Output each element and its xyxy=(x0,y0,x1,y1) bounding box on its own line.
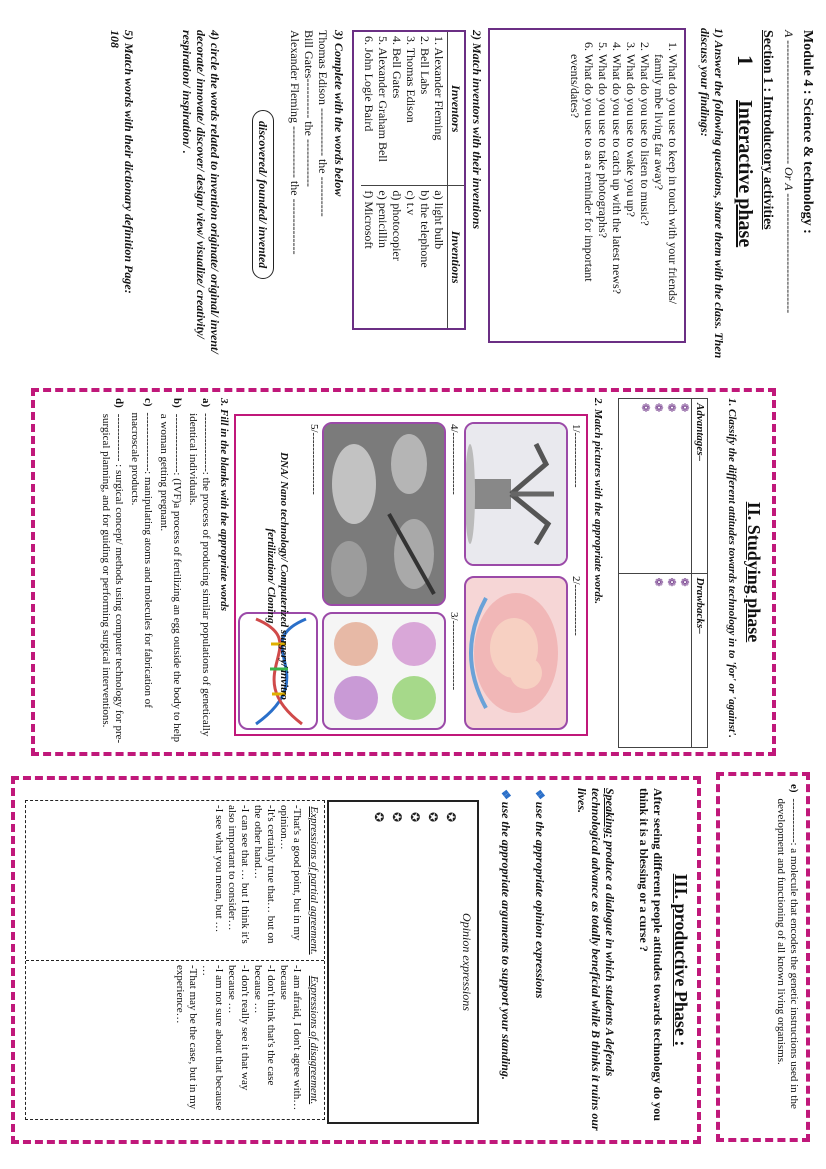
disagree-item: -I don't really see it that way because … xyxy=(226,965,251,1091)
match-table xyxy=(352,30,466,330)
blank-e-box xyxy=(716,772,810,1142)
invention-row: c) t.v xyxy=(404,190,418,216)
q3 xyxy=(217,398,230,743)
question-item: 5. What do you use to take photographs? xyxy=(596,54,610,335)
invention-row: b) the telephone xyxy=(418,190,432,268)
section-number: 1 xyxy=(733,55,758,66)
question-item: 4. What do you use to catch up with the latest news? xyxy=(610,54,624,335)
inventors-cell xyxy=(361,32,448,186)
ex5-text: Match words with their dictionary definition Page: 108 xyxy=(108,30,136,294)
ex2-instruction xyxy=(470,30,484,360)
opinion-box xyxy=(327,800,479,1124)
phase-title: Interactive phase xyxy=(734,100,756,248)
speaking-label: Speaking: xyxy=(603,788,617,839)
ex2-instruction-text: Match inventors with their inventions xyxy=(470,43,484,230)
ex1-instruction xyxy=(698,28,726,373)
blank-item: a) ----------------: the process of producing similar populations of genetically identical individuals. xyxy=(187,398,212,737)
q1 xyxy=(725,398,738,743)
q2-text: Match pictures with the appropriate words. xyxy=(592,409,604,604)
partial-agreement-col xyxy=(26,801,324,961)
partial-item: -I see what you mean, but … xyxy=(213,805,225,933)
q1-label: 1. xyxy=(726,398,738,407)
productive-phase-box xyxy=(11,776,701,1144)
disagree-item: -I am not sure about that because … xyxy=(200,965,225,1111)
question-item: 2. What do you use to listen to music? xyxy=(638,54,652,335)
blank-item: b) ----------------: (IVF)a process of fertilizing an egg outside the body to help a woman getting pregnant. xyxy=(158,398,183,743)
ex3-line: Alexander Fleming ------------- the -------------- xyxy=(288,30,302,255)
invention-row: f) Microsoft xyxy=(362,190,376,249)
pic-label-4: 4/----------------- xyxy=(448,424,460,495)
col-inventors-header: Inventors xyxy=(448,32,465,186)
question-item: 1. What do you use to keep in touch with your friends/ family mbe living far away? xyxy=(652,54,680,335)
drawbacks-cell[interactable]: ❁ ❁ ❁ xyxy=(619,573,692,748)
q2-label: 2. xyxy=(592,398,604,407)
invention-row: d) photocopier xyxy=(390,190,404,261)
speaking-text: produce a dialogue in which students A defends technological advance as totally beneficial while B thinks it ruins our lives. xyxy=(575,788,617,1131)
picture-nanotech xyxy=(322,422,446,606)
inventions-cell xyxy=(361,186,448,328)
ex1-instruction-text: Answer the following questions, share them with the class. Then discuss your findings: xyxy=(698,28,726,359)
bullet-2: ❖ use the appropriate arguments to support your standing. xyxy=(499,788,513,1080)
disagree-title: Expressions of disagreement. xyxy=(308,975,320,1105)
speaking-task xyxy=(575,788,617,1133)
pic-label-3: 3/------------------- xyxy=(448,612,460,691)
ex4 xyxy=(180,30,222,370)
invention-row: a) light bulb xyxy=(432,190,446,250)
picture-embryo xyxy=(464,576,568,730)
inventor-row: 5. Alexander Graham Bell xyxy=(376,36,390,162)
bullet-icon: ❖ xyxy=(533,788,547,799)
ex3-line: Bill Gates---------- the ------------ xyxy=(302,30,316,187)
q3-label: 3. xyxy=(218,398,230,407)
advantages-cell[interactable]: ❁ ❁ ❁ ❁ xyxy=(619,399,692,574)
ex2-label: 2) xyxy=(470,30,484,40)
module-title: Module 4 : Science & technology : xyxy=(800,30,815,234)
ex3-line: Thomas Edison ------------ the ---------- xyxy=(316,30,330,217)
q2 xyxy=(591,398,604,743)
inventor-row: 4. Bell Gates xyxy=(390,36,404,99)
advantages-header: Advantages– xyxy=(692,399,708,574)
blank-item-e: e) ------------: a molecule that encodes the genetic instructions used in the development and functioning of all known living organisms. xyxy=(775,784,800,1109)
q1-text: Classify the different attitudes towards technology in to 'for' or 'against'. xyxy=(726,409,738,738)
pic-label-2: 2/-------------- xyxy=(570,576,582,636)
question-item: 6. What do you use to as a reminder for important events/dates? xyxy=(568,54,596,335)
ex3-word-bank: discovered/ founded/ invented xyxy=(252,110,274,279)
pictures-frame xyxy=(234,414,588,736)
q3-text: Fill in the blanks with the appropriate words xyxy=(218,409,230,612)
section-title: Section 1 : Introductory activities xyxy=(760,30,775,230)
header-line2: A ------------------------------- Or A ------------------------------ xyxy=(782,30,796,314)
ex3-instruction-text: Complete with the words below xyxy=(332,43,346,197)
studying-phase-box xyxy=(31,388,776,756)
inventor-row: 2. Bell Labs xyxy=(418,36,432,95)
partial-item: -That's a good point, but in my opinion… xyxy=(278,805,303,941)
disagree-item: -I don't think that's the case because … xyxy=(252,965,277,1086)
productive-title: III. productive Phase : xyxy=(671,873,691,1047)
expressions-box xyxy=(25,800,325,1120)
ex3-instruction xyxy=(332,30,346,360)
pic-label-5: 5/----------------- xyxy=(308,424,320,495)
bullet-icon: ❖ xyxy=(499,788,513,799)
inventor-row: 1. Alexander Fleming xyxy=(432,36,446,141)
ex4-text: circle the words related to invention originate/ original/ invent/ decorate/ innovate/ discover/ design/ view/ visualize/ creativity/ respiration/ inspiration/ . xyxy=(180,30,222,354)
ex1-question-list xyxy=(568,36,680,335)
ex1-questions-box xyxy=(488,28,686,343)
studying-title: II. Studying phase xyxy=(744,501,764,643)
opinion-title: Opinion expressions xyxy=(460,913,474,1011)
attitudes-table xyxy=(618,398,708,748)
disagreement-col xyxy=(26,961,324,1119)
partial-item: -It's certainly true that… but on the other hand… xyxy=(252,805,277,944)
pic-label-1: 1/--------------- xyxy=(570,424,582,488)
drawbacks-header: Drawbacks– xyxy=(692,573,708,748)
ex5-label: 5) xyxy=(122,30,136,40)
col-inventions-header: Inventions xyxy=(448,186,465,328)
disagree-item: -That may be the case, but in my experience… xyxy=(174,965,199,1110)
opinion-stars[interactable]: ✪ ✪ ✪ ✪ ✪ xyxy=(372,812,458,823)
ex1-label: 1) xyxy=(712,28,726,38)
question-item: 3. What do you use to wake you up? xyxy=(624,54,638,335)
productive-question: After seeing different people attitudes towards technology do you think it is a blessing or a curse ? xyxy=(637,788,665,1121)
partial-title: Expressions of partial agreement. xyxy=(308,806,320,955)
bullet-1: ❖ use the appropriate opinion expressions xyxy=(533,788,547,999)
invention-row: e) penicillin xyxy=(376,190,390,249)
disagree-item: -I am afraid, I don't agree with… because xyxy=(278,965,303,1111)
ex4-label: 4) xyxy=(208,30,222,40)
ex5 xyxy=(108,30,136,300)
inventor-row: 6. John Logie Baird xyxy=(362,36,376,132)
ex3-label: 3) xyxy=(332,30,346,40)
blank-item: c) ----------------: manipulating atoms and molecules for fabrication of macroscale products. xyxy=(129,398,154,708)
partial-item: -I can see that … but I think it's also important to consider… xyxy=(226,805,251,944)
inventor-row: 3. Thomas Edison xyxy=(404,36,418,123)
ex3-lines xyxy=(288,30,330,370)
picture-surgical-robot xyxy=(464,422,568,566)
picture-cloning xyxy=(322,612,446,730)
word-bank: DNA/ Nano technology/ Computerized surgery/ invitro fertilization/ Cloning xyxy=(265,452,290,700)
blank-item: d) ------------- : surgical concept/ methods using computer technology for pre-surgical planning, and for guiding or performing surgical interventions. xyxy=(100,398,125,744)
fill-blanks-list xyxy=(96,398,212,746)
